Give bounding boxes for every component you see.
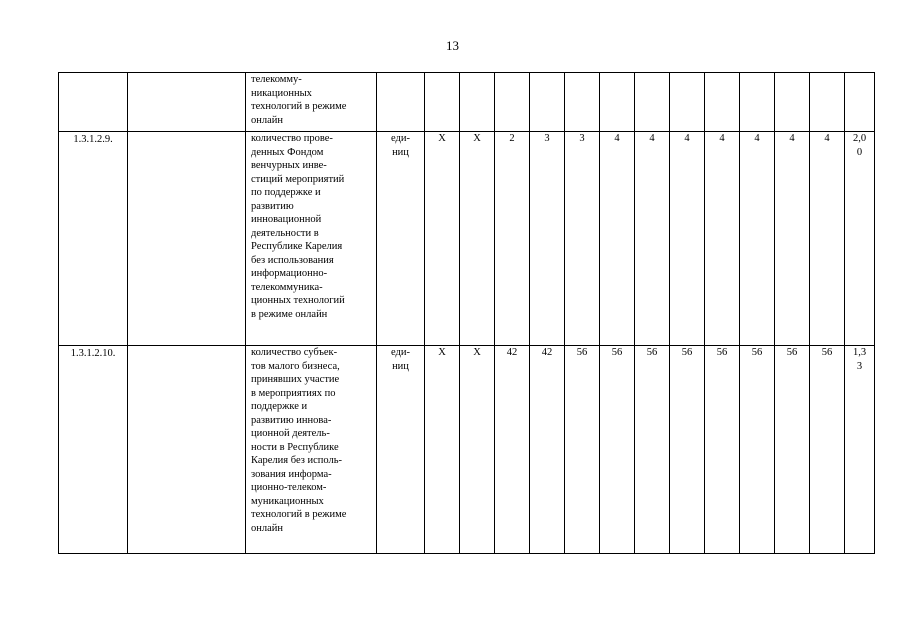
value-cell bbox=[425, 73, 460, 132]
value-cell bbox=[775, 73, 810, 132]
value-cell: 56 bbox=[670, 346, 705, 554]
table-row bbox=[59, 132, 875, 346]
value-cell: 56 bbox=[705, 346, 740, 554]
empty-column bbox=[128, 346, 246, 554]
value-cell: 4 bbox=[635, 132, 670, 346]
value-cell: 56 bbox=[810, 346, 845, 554]
value-cell: 56 bbox=[565, 346, 600, 554]
value-cell: Х bbox=[460, 346, 495, 554]
indicator-name: количество субъек- тов малого бизнеса, принявших участие в мероприятиях по поддержке и развитию иннова- ционной деятель- ности в Республике Карелия без исполь- зования информа- ционно-телеком- муникационных технологий в режиме онлайн bbox=[246, 346, 377, 554]
row-code: 1.3.1.2.9. bbox=[59, 132, 128, 346]
value-cell: 2,0 0 bbox=[845, 132, 875, 346]
page-number: 13 bbox=[446, 38, 459, 53]
table-row bbox=[59, 346, 875, 554]
indicator-name: количество прове- денных Фондом венчурных инве- стиций мероприятий по поддержке и развитию инновационной деятельности в Республике Карелия без использования информационно- телекоммуника- ционных технологий в режиме онлайн bbox=[246, 132, 377, 346]
value-cell bbox=[810, 73, 845, 132]
value-cell: 4 bbox=[775, 132, 810, 346]
value-cell: Х bbox=[460, 132, 495, 346]
value-cell bbox=[460, 73, 495, 132]
value-cell bbox=[495, 73, 530, 132]
indicator-table bbox=[58, 72, 875, 554]
value-cell: 42 bbox=[495, 346, 530, 554]
table-row bbox=[59, 73, 875, 132]
value-cell: 4 bbox=[740, 132, 775, 346]
row-code: 1.3.1.2.10. bbox=[59, 346, 128, 554]
value-cell bbox=[705, 73, 740, 132]
value-cell: Х bbox=[425, 132, 460, 346]
value-cell: 56 bbox=[600, 346, 635, 554]
value-cell: 2 bbox=[495, 132, 530, 346]
value-cell: 1,3 3 bbox=[845, 346, 875, 554]
value-cell: 42 bbox=[530, 346, 565, 554]
value-cell: 3 bbox=[565, 132, 600, 346]
empty-column bbox=[128, 73, 246, 132]
value-cell: 3 bbox=[530, 132, 565, 346]
value-cell: 4 bbox=[705, 132, 740, 346]
value-cell: 56 bbox=[775, 346, 810, 554]
value-cell bbox=[845, 73, 875, 132]
value-cell: 4 bbox=[600, 132, 635, 346]
value-cell bbox=[600, 73, 635, 132]
empty-column bbox=[128, 132, 246, 346]
value-cell bbox=[565, 73, 600, 132]
value-cell: 56 bbox=[635, 346, 670, 554]
value-cell bbox=[635, 73, 670, 132]
value-cell: 4 bbox=[670, 132, 705, 346]
value-cell: 4 bbox=[810, 132, 845, 346]
unit-cell bbox=[377, 73, 425, 132]
unit-cell: еди- ниц bbox=[377, 346, 425, 554]
value-cell: 56 bbox=[740, 346, 775, 554]
indicator-name: телекомму- никационных технологий в режиме онлайн bbox=[246, 73, 377, 132]
row-code bbox=[59, 73, 128, 132]
unit-cell: еди- ниц bbox=[377, 132, 425, 346]
value-cell: Х bbox=[425, 346, 460, 554]
value-cell bbox=[740, 73, 775, 132]
value-cell bbox=[530, 73, 565, 132]
value-cell bbox=[670, 73, 705, 132]
